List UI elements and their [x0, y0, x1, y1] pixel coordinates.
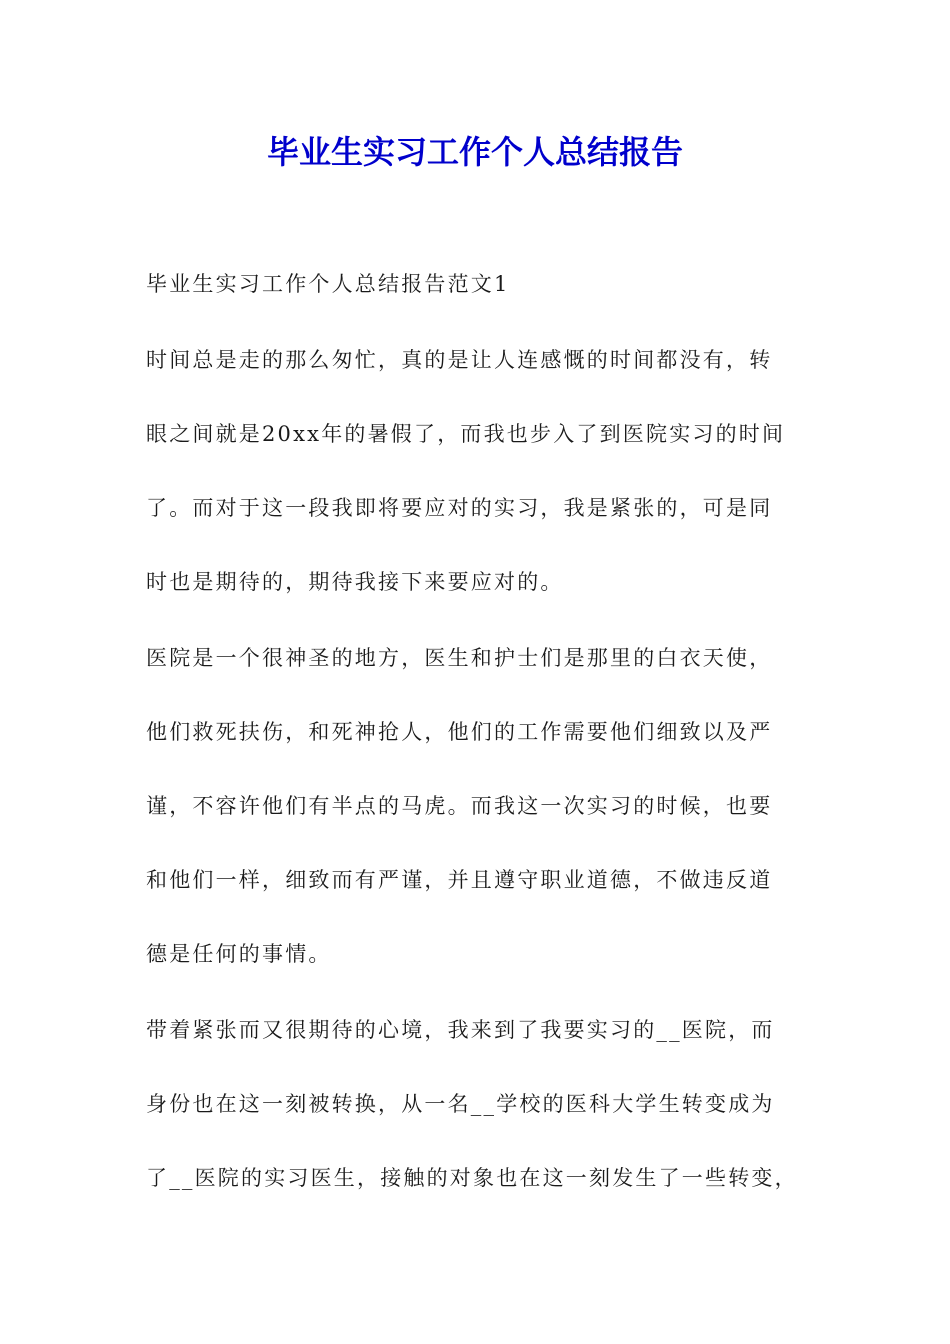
paragraph-line: 了。而对于这一段我即将要应对的实习，我是紧张的，可是同 — [146, 496, 773, 520]
paragraph-line: 时间总是走的那么匆忙，真的是让人连感慨的时间都没有，转 — [146, 348, 773, 372]
paragraph-line: 谨，不容许他们有半点的马虎。而我这一次实习的时候，也要 — [146, 794, 773, 818]
paragraph-line: 时也是期待的，期待我接下来要应对的。 — [146, 570, 564, 594]
paragraph-line: 他们救死扶伤，和死神抢人，他们的工作需要他们细致以及严 — [146, 720, 773, 744]
paragraph-line: 身份也在这一刻被转换，从一名__学校的医科大学生转变成为 — [146, 1092, 775, 1116]
paragraph-line: 眼之间就是20xx年的暑假了，而我也步入了到医院实习的时间 — [146, 422, 786, 446]
paragraph-line: 和他们一样，细致而有严谨，并且遵守职业道德，不做违反道 — [146, 868, 773, 892]
section-heading: 毕业生实习工作个人总结报告范文1 — [146, 272, 510, 296]
paragraph-line: 医院是一个很神圣的地方，医生和护士们是那里的白衣天使， — [146, 646, 773, 670]
paragraph-line: 德是任何的事情。 — [146, 942, 332, 966]
document-title: 毕业生实习工作个人总结报告 — [266, 133, 683, 171]
paragraph-line: 带着紧张而又很期待的心境，我来到了我要实习的__医院，而 — [146, 1018, 775, 1042]
paragraph-line: 了__医院的实习医生，接触的对象也在这一刻发生了一些转变， — [146, 1166, 798, 1190]
